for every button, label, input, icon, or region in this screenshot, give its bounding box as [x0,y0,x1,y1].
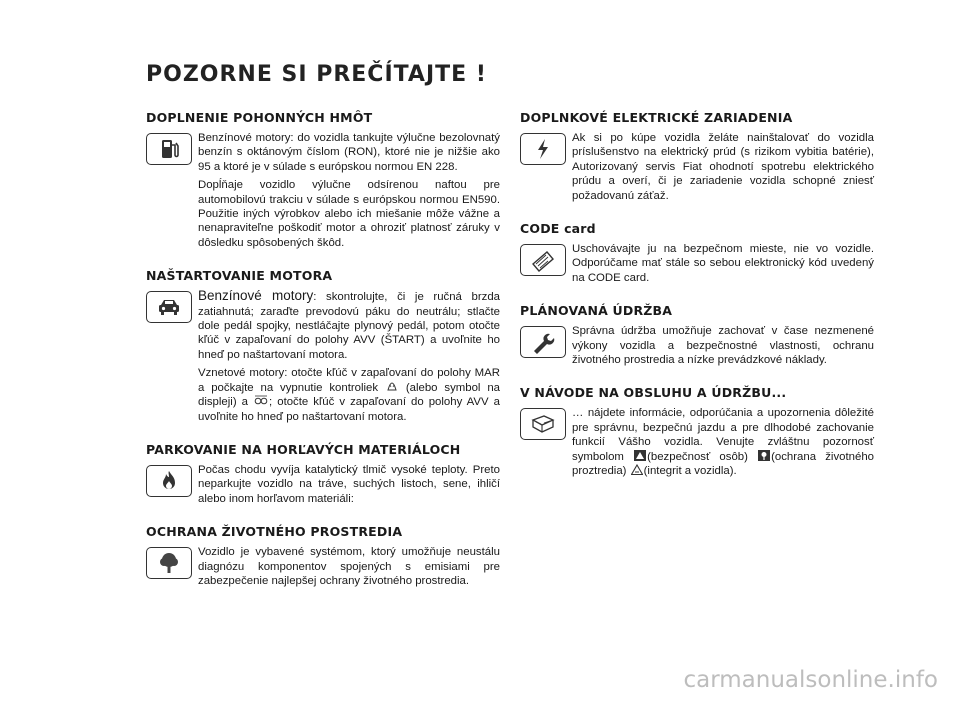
section-fuel [146,110,500,254]
section-environment [146,524,500,592]
section-parking [146,442,500,510]
start-paragraph-2-b: (alebo symbol na displeji) a [198,381,500,409]
manual-paragraph-a: … nájdete informácie, odporúčania a upozornenia dôležité pre správnu, bezpečnú jazdu a pre dlhodobé zachovanie funkcií Vášho vozidla. Venujte zvláštnu pozornosť symbolom [572,407,874,463]
personal-safety-icon [634,450,646,461]
start-lead: Benzínové motory [198,288,314,304]
vehicle-integrity-icon [631,464,643,475]
display-symbol-icon [254,395,268,406]
section-heading: DOPLNKOVÉ ELEKTRICKÉ ZARIADENIA [520,110,793,125]
glow-plug-icon [386,381,398,392]
flame-icon [146,465,192,497]
code-card-paragraph: Uschovávajte ju na bezpečnom mieste, nie vo vozidle. Odporúčame mať stále so sebou elektronický kód uvedený na CODE card. [572,243,874,284]
environment-paragraph: Vozidlo je vybavené systémom, ktorý umožňuje neustálu diagnózu komponentov spojených s emisiami pre zabezpečenie najlepšej ochrany životného prostredia. [198,546,500,587]
tree-icon [146,547,192,579]
fuel-pump-icon [146,133,192,165]
manual-paragraph-b: (bezpečnosť osôb) [647,450,748,463]
left-column [146,110,500,606]
electric-paragraph: Ak si po kúpe vozidla želáte nainštalovať do vozidla príslušenstvo na elektrický prúd (s rizikom vybitia batérie), Autorizovaný servis Fiat ohodnotí spotrebu elektrického prúdu a overí, či je zariadenie vozidla schopné zniesť požadovanú záťaž. [572,132,874,202]
manual-paragraph-c: (ochrana životného proztredia) [572,450,874,478]
environment-protection-icon [758,450,770,461]
start-paragraph-2-c: ; otočte kľúč v zapaľovaní do polohy AVV a uvoľnite ho hneď po naštartovaní motora. [198,396,500,423]
book-icon [520,408,566,440]
car-icon [146,291,192,323]
right-column [520,110,874,497]
maintenance-paragraph: Správna údržba umožňuje zachovať v čase nezmenené výkony vozidla a bezpečnostné vlastnosti, ochranu životného prostredia a nízke prevádzkové náklady. [572,325,874,367]
wrench-icon [520,326,566,358]
start-paragraph-2 [198,366,500,424]
fuel-paragraph-2: Dopĺňaje vozidlo výlučne odsírenou naftou pre automobilovú trakciu v súlade s európskou normou EN590. Použitie iných výrobkov alebo ich miešanie môže vážne a nenapraviteľne poškodiť motor a ohroziť platnosť záruky v dôsledku spôsobených škôd. [198,179,500,249]
manual-paragraph [572,406,874,478]
section-manual [520,385,874,482]
start-paragraph-1-text: : skontrolujte, či je ručná brzda zatiahnutá; zaraďte prevodovú páku do neutrálu; stlačte dole pedál spojky, nestláčajte plynový pedál, potom otočte kľúč v zapaľovaní do polohy AVV (ŠTART) a uvoľnite ho hneď po naštartovaní motora. [198,291,500,361]
section-heading: PARKOVANIE NA HORĽAVÝCH MATERIÁLOCH [146,441,461,457]
parking-paragraph: Počas chodu vyvíja katalytický tlmič vysoké teploty. Preto neparkujte vozidlo na tráve, suchých listoch, sene, ihličí alebo inom horľavom materiáli: [198,463,500,505]
start-paragraph-1 [198,289,500,362]
section-heading: OCHRANA ŽIVOTNÉHO PROSTREDIA [146,524,403,540]
section-heading: NAŠTARTOVANIE MOTORA [146,268,333,284]
manual-paragraph-d: (integrit a vozidla). [643,465,737,478]
section-heading: V NÁVODE NA OBSLUHU A ÚDRŽBU... [520,385,787,401]
section-electric [520,110,874,207]
fuel-paragraph-1: Benzínové motory: do vozidla tankujte výlučne bezolovnatý benzín s oktánovým číslom (RON), ktoré nie je nižšie ako 95 a ktoré je v súlade s európskou normou EN 228. [198,132,500,173]
section-code-card [520,221,874,289]
section-start [146,268,500,428]
section-heading: DOPLNENIE POHONNÝCH HMÔT [146,110,373,125]
start-paragraph-2-a: Vznetové motory: otočte kľúč v zapaľovaní do polohy MAR a počkajte na vypnutie kontroliek [198,367,500,394]
section-heading: PLÁNOVANÁ ÚDRŽBA [520,303,673,319]
page-title: POZORNE SI PREČÍTAJTE ! [146,62,487,87]
watermark: carmanualsonline.info [683,667,938,693]
code-card-icon [520,244,566,276]
section-heading: CODE card [520,221,596,237]
lightning-icon [520,133,566,165]
section-maintenance [520,303,874,371]
